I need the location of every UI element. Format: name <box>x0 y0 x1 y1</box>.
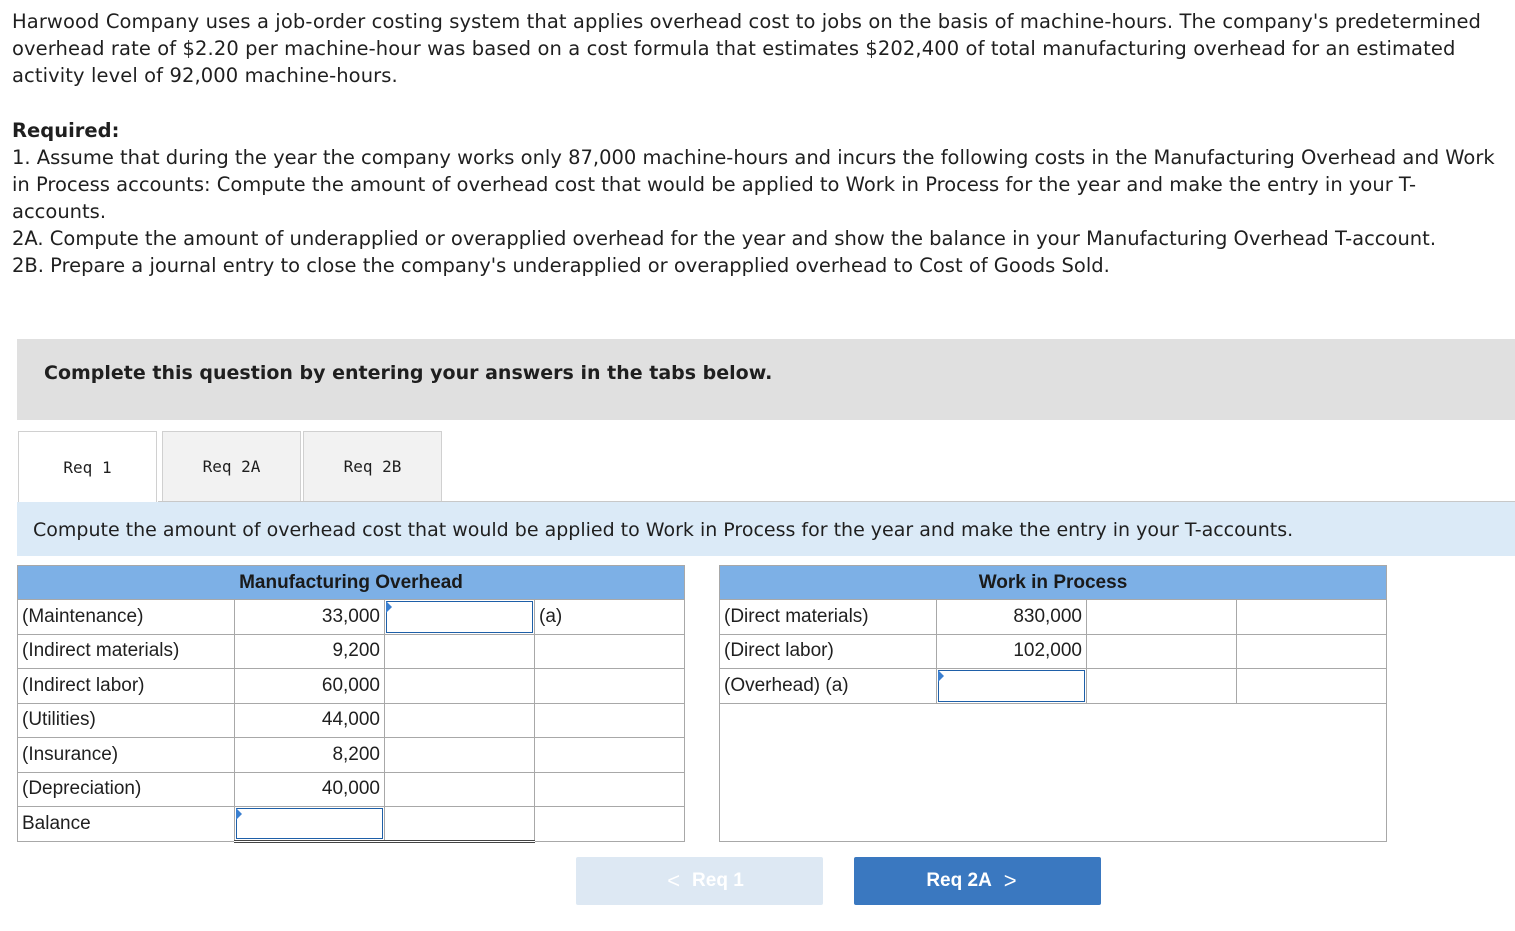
chevron-right-icon: > <box>1003 868 1017 893</box>
table-row <box>18 634 685 669</box>
mfg-overhead-row-label: (Indirect labor) <box>18 669 235 704</box>
mfg-overhead-row-label: (Maintenance) <box>18 600 235 635</box>
next-req-label: Req 2A <box>926 870 992 891</box>
wip-row-label: (Direct materials) <box>720 600 937 635</box>
table-row <box>18 703 685 738</box>
required-heading: Required: <box>12 119 120 142</box>
mfg-overhead-credit-cell <box>385 600 535 635</box>
table-row <box>720 634 1387 669</box>
prev-req-label: Req 1 <box>692 870 744 891</box>
mfg-overhead-row-label: (Indirect materials) <box>18 634 235 669</box>
mfg-overhead-balance-input[interactable] <box>236 808 383 839</box>
table-row <box>720 669 1387 704</box>
requirements-list <box>12 144 1507 279</box>
wip-title: Work in Process <box>720 566 1387 600</box>
requirement-2a: 2A. Compute the amount of underapplied or overapplied overhead for the year and show the balance in your Manufacturing Overhead T-account. <box>12 227 1437 250</box>
tab-req-2b[interactable]: Req 2B <box>303 431 442 501</box>
wip-row-amount: 830,000 <box>937 600 1087 635</box>
tab-req-2a[interactable]: Req 2A <box>162 431 301 501</box>
table-row <box>18 738 685 773</box>
prev-req-button[interactable] <box>576 857 823 905</box>
prompt-bar <box>17 502 1515 556</box>
mfg-overhead-row-amount: 8,200 <box>235 738 385 773</box>
requirement-1: 1. Assume that during the year the company works only 87,000 machine-hours and incurs the following costs in the Manufacturing Overhead and Work in Process accounts: Compute the amount of overhead cost that would be applied to Work in Process for the year and make the entry in your T-accounts. <box>12 146 1495 223</box>
wip-overhead-applied-input[interactable] <box>938 670 1085 702</box>
wip-row-label: (Direct labor) <box>720 634 937 669</box>
wip-row-label: (Overhead) (a) <box>720 669 937 704</box>
work-in-process-t-account <box>719 565 1387 842</box>
mfg-overhead-balance-label: Balance <box>18 807 235 842</box>
mfg-overhead-t-account <box>17 565 685 843</box>
next-req-button[interactable] <box>854 857 1101 905</box>
input-marker-icon <box>236 808 242 820</box>
instructions-text: Complete this question by entering your answers in the tabs below. <box>44 362 773 384</box>
requirement-2b: 2B. Prepare a journal entry to close the company's underapplied or overapplied overhead to Cost of Goods Sold. <box>12 254 1110 277</box>
mfg-overhead-row-amount: 40,000 <box>235 772 385 807</box>
input-marker-icon <box>938 670 944 682</box>
table-row <box>18 772 685 807</box>
mfg-overhead-balance-cell <box>235 807 385 842</box>
mfg-overhead-row-amount: 33,000 <box>235 600 385 635</box>
mfg-overhead-title: Manufacturing Overhead <box>18 566 685 600</box>
wip-overhead-cell <box>937 669 1087 704</box>
mfg-overhead-row-label: (Depreciation) <box>18 772 235 807</box>
instructions-panel <box>17 339 1515 420</box>
mfg-overhead-row-label: (Insurance) <box>18 738 235 773</box>
table-row <box>18 669 685 704</box>
mfg-overhead-row-amount: 9,200 <box>235 634 385 669</box>
mfg-overhead-row-amount: 60,000 <box>235 669 385 704</box>
tab-req-1[interactable]: Req 1 <box>18 431 157 502</box>
table-row <box>18 807 685 842</box>
chevron-left-icon: < <box>667 868 681 893</box>
mfg-overhead-row-amount: 44,000 <box>235 703 385 738</box>
table-row <box>720 600 1387 635</box>
wip-row-amount: 102,000 <box>937 634 1087 669</box>
mfg-overhead-row-label: (Utilities) <box>18 703 235 738</box>
problem-intro: Harwood Company uses a job-order costing system that applies overhead cost to jobs on the basis of machine-hours. The company's predetermined overhead rate of $2.20 per machine-hour was based on a cost formula that estimates $202,400 of total manufacturing overhead for an estimated activity level of 92,000 machine-hours. <box>12 10 1482 87</box>
prompt-text: Compute the amount of overhead cost that would be applied to Work in Process for the year and make the entry in your T-accounts. <box>33 519 1294 541</box>
table-row <box>18 600 685 635</box>
mfg-overhead-applied-input[interactable] <box>386 601 533 633</box>
mfg-overhead-credit-label: (a) <box>535 600 685 635</box>
input-marker-icon <box>386 601 392 613</box>
